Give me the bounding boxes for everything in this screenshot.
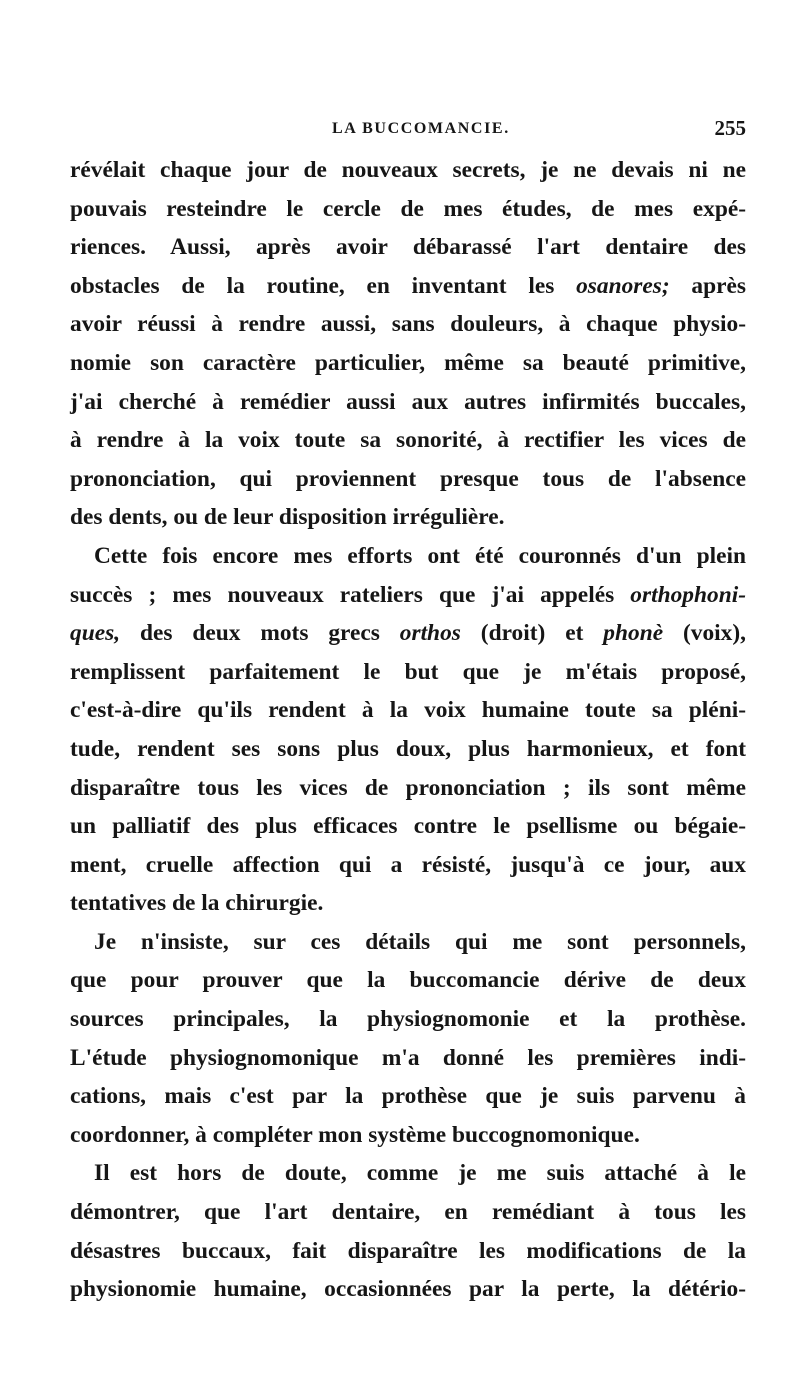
text-line: désastres buccaux, fait disparaître les modifications de la [70, 1237, 746, 1264]
text-line: L'étude physiognomonique m'a donné les premières indi- [70, 1044, 746, 1071]
paragraph [70, 537, 746, 923]
text-line: succès ; mes nouveaux rateliers que j'ai appelés orthophoni- [70, 581, 746, 608]
italic-term: osanores; [576, 272, 670, 299]
paragraph [70, 923, 746, 1155]
text-line: ques, des deux mots grecs orthos (droit) et phonè (voix), [70, 620, 747, 647]
text-line: physionomie humaine, occasionnées par la perte, la détério- [70, 1276, 746, 1303]
text-line: nomie son caractère particulier, même sa beauté primitive, [70, 349, 746, 376]
text-line: obstacles de la routine, en inventant les osanores; après [70, 272, 746, 299]
text-line: révélait chaque jour de nouveaux secrets, je ne devais ni ne [70, 157, 746, 183]
text-line: tude, rendent ses sons plus doux, plus harmonieux, et font [70, 735, 746, 762]
text-line: ment, cruelle affection qui a résisté, jusqu'à ce jour, aux [70, 851, 746, 878]
text-line: Il est hors de doute, comme je me suis attaché à le [94, 1160, 746, 1187]
text-line: à rendre à la voix toute sa sonorité, à rectifier les vices de [70, 427, 746, 454]
text-line: j'ai cherché à remédier aussi aux autres infirmités buccales, [70, 388, 746, 415]
text-line: coordonner, à compléter mon système buccognomonique. [70, 1121, 640, 1148]
running-title: LA BUCCOMANCIE. [332, 120, 510, 137]
paragraph [70, 151, 746, 537]
text-line: des dents, ou de leur disposition irrégulière. [70, 504, 505, 531]
text-line: un palliatif des plus efficaces contre le psellisme ou bégaie- [70, 813, 746, 840]
text-line: cations, mais c'est par la prothèse que je suis parvenu à [70, 1083, 746, 1110]
text-line: que pour prouver que la buccomancie dérive de deux [70, 967, 746, 994]
text-line: Je n'insiste, sur ces détails qui me sont personnels, [94, 928, 746, 955]
text-line: c'est-à-dire qu'ils rendent à la voix humaine toute sa pléni- [70, 697, 746, 724]
paragraph [70, 1154, 746, 1308]
text-line: avoir réussi à rendre aussi, sans douleurs, à chaque physio- [70, 311, 746, 338]
text-line: sources principales, la physiognomonie et la prothèse. [70, 1006, 746, 1033]
italic-term: ques, [70, 620, 121, 647]
text-line: riences. Aussi, après avoir débarassé l'art dentaire des [70, 234, 746, 261]
text-line: tentatives de la chirurgie. [70, 890, 324, 917]
text-line: disparaître tous les vices de prononciation ; ils sont même [70, 774, 746, 801]
italic-term: orthos [399, 620, 461, 647]
text-line: démontrer, que l'art dentaire, en remédiant à tous les [70, 1199, 746, 1226]
text-line: pouvais resteindre le cercle de mes études, de mes expé- [70, 195, 746, 222]
text-line: Cette fois encore mes efforts ont été couronnés d'un plein [94, 542, 746, 569]
text-line: prononciation, qui proviennent presque tous de l'absence [70, 465, 746, 492]
running-head [70, 116, 746, 144]
italic-term: phonè [603, 620, 664, 647]
page-number: 255 [714, 116, 746, 140]
text-line: remplissent parfaitement le but que je m'étais proposé, [70, 658, 746, 685]
italic-term: orthophoni- [630, 581, 746, 608]
body-text [70, 151, 746, 1309]
